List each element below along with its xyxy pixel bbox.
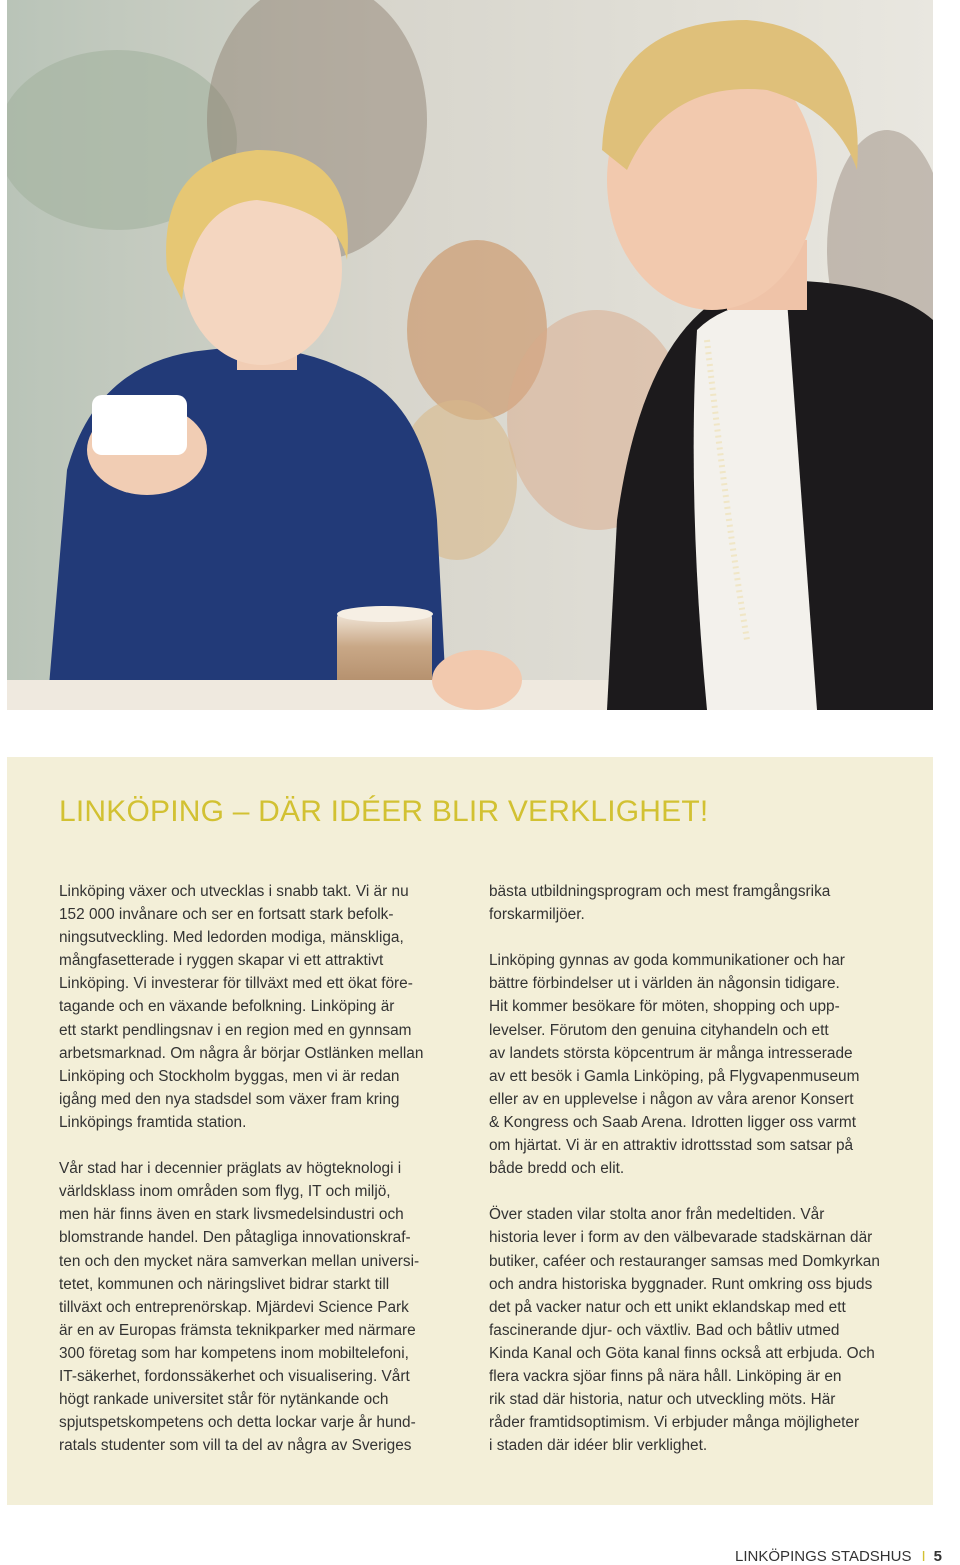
cafe-photo-illustration (7, 0, 933, 710)
text-line: 300 företag som har kompetens inom mobiltelefoni, (59, 1344, 409, 1362)
text-line: mångfasetterade i ryggen skapar vi ett attraktivt (59, 952, 384, 970)
text-line: eller av en upplevelse i någon av våra arenor Konsert (489, 1090, 854, 1108)
text-line: & Kongress och Saab Arena. Idrotten ligger oss varmt (489, 1113, 857, 1131)
text-line: Linköpings framtida station. (59, 1113, 247, 1131)
text-line: tetet, kommunen och näringslivet bidrar starkt till (59, 1275, 390, 1293)
footer-separator: I (921, 1548, 926, 1565)
text-line: Linköping. Vi investerar för tillväxt med ett ökat före- (59, 975, 413, 993)
page-number: 5 (933, 1548, 942, 1565)
text-line: Linköping och Stockholm byggas, men vi är redan (59, 1067, 400, 1085)
text-line: råder framtidsoptimism. Vi erbjuder många möjligheter (489, 1414, 860, 1432)
hero-photo (7, 0, 933, 710)
text-line: om hjärtat. Vi är en attraktiv idrottsstad som satsar på (489, 1137, 854, 1155)
text-line: bästa utbildningsprogram och mest framgångsrika (489, 883, 831, 900)
paragraph-history (489, 1203, 889, 1457)
text-line: rik stad där historia, natur och utveckling möts. Här (489, 1391, 836, 1409)
text-line: flera vackra sjöar finns på nära håll. Linköping är en (489, 1367, 842, 1385)
paragraph-communications (489, 949, 889, 1180)
text-line: bättre förbindelser ut i världen än någonsin tidigare. (489, 975, 840, 993)
text-line: spjutspetskompetens och detta lockar varje år hund- (59, 1414, 416, 1432)
right-text-column (489, 880, 889, 1480)
text-line: Hit kommer besökare för möten, shopping och upp- (489, 998, 840, 1016)
text-line: arbetsmarknad. Om några år börjar Ostlänken mellan (59, 1044, 424, 1062)
text-line: är en av Europas främsta teknikparker med närmare (59, 1321, 416, 1339)
text-line: historia lever i form av den välbevarade stadskärnan där (489, 1229, 873, 1247)
text-line: Över staden vilar stolta anor från medeltiden. Vår (489, 1206, 825, 1224)
text-line: levelser. Förutom den genuina cityhandeln och ett (489, 1021, 829, 1039)
text-line: ten och den mycket nära samverkan mellan universi- (59, 1252, 420, 1270)
publication-title: LINKÖPINGS STADSHUS (735, 1548, 912, 1565)
text-line: ratals studenter som vill ta del av några av Sveriges (59, 1437, 412, 1455)
text-line: i staden där idéer blir verklighet. (489, 1437, 708, 1455)
page-footer (735, 1548, 942, 1565)
text-line: ningsutveckling. Med ledorden modiga, mänskliga, (59, 929, 404, 947)
text-line: butiker, caféer och restauranger samsas med Domkyrkan (489, 1252, 880, 1270)
text-line: av ett besök i Gamla Linköping, på Flygvapenmuseum (489, 1067, 860, 1085)
text-line: och andra historiska byggnader. Runt omkring oss bjuds (489, 1275, 873, 1293)
text-line: av landets största köpcentrum är många intresserade (489, 1044, 853, 1062)
paragraph-technology (59, 1157, 451, 1457)
text-line: forskarmiljöer. (489, 906, 585, 924)
text-line: 152 000 invånare och ser en fortsatt stark befolk- (59, 906, 394, 924)
left-text-column (59, 880, 451, 1480)
text-line: Linköping växer och utvecklas i snabb takt. Vi är nu (59, 883, 409, 900)
text-line: Linköping gynnas av goda kommunikationer och har (489, 952, 845, 970)
text-line: IT-säkerhet, fordonssäkerhet och visualisering. Vårt (59, 1367, 410, 1385)
text-line: Kinda Kanal och Göta kanal finns också att erbjuda. Och (489, 1344, 875, 1362)
text-line: Vår stad har i decennier präglats av högteknologi i (59, 1160, 402, 1178)
text-line: tillväxt och entreprenörskap. Mjärdevi Science Park (59, 1298, 409, 1316)
text-line: både bredd och elit. (489, 1160, 625, 1178)
text-line: tagande och en växande befolkning. Linköping är (59, 998, 395, 1016)
text-line: världsklass inom områden som flyg, IT och miljö, (59, 1183, 391, 1201)
text-line: igång med den nya stadsdel som växer fram kring (59, 1090, 400, 1108)
paragraph-growth (59, 880, 451, 1134)
text-line: blomstrande handel. Den påtagliga innovationskraf- (59, 1229, 411, 1247)
text-line: fascinerande djur- och växtliv. Bad och båtliv utmed (489, 1321, 840, 1339)
text-line: ett starkt pendlingsnav i en region med en gynnsam (59, 1021, 412, 1039)
paragraph-education (489, 880, 889, 926)
text-line: det på vacker natur och ett unikt eklandskap med ett (489, 1298, 846, 1316)
text-line: men här finns även en stark livsmedelsindustri och (59, 1206, 404, 1224)
text-line: högt rankade universitet står för nytänkande och (59, 1391, 389, 1409)
page-headline: LINKÖPING – DÄR IDÉER BLIR VERKLIGHET! (59, 795, 709, 828)
